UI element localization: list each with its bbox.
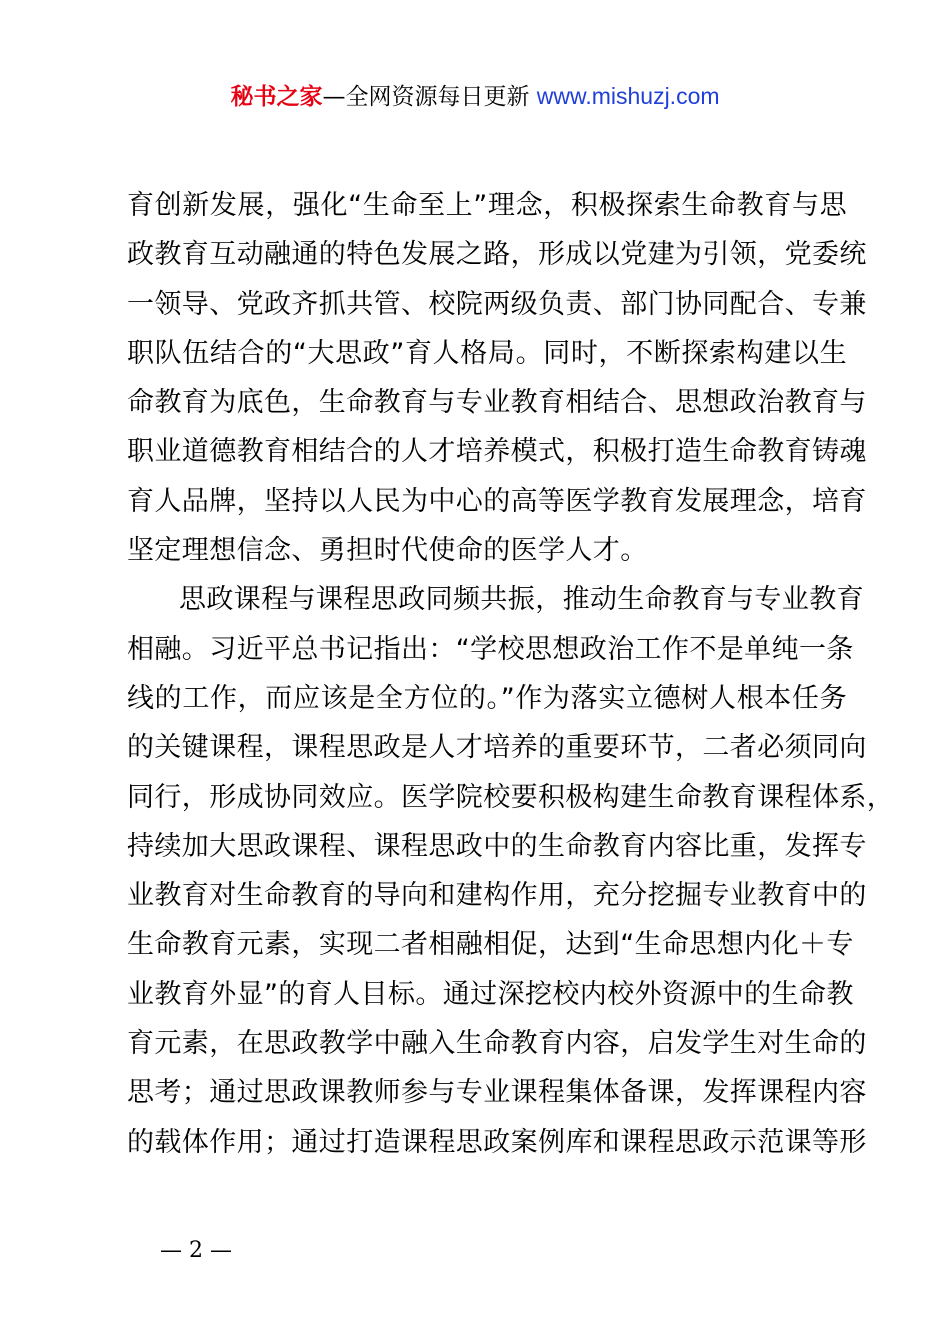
document-body [127, 181, 895, 1167]
text-line: 育元素，在思政教学中融入生命教育内容，启发学生对生命的 [127, 1028, 867, 1060]
site-header [0, 78, 950, 115]
brand-name: 秘书之家 [230, 84, 323, 110]
text-line: 政教育互动融通的特色发展之路，形成以党建为引领，党委统 [127, 239, 867, 271]
text-line: 育人品牌，坚持以人民为中心的高等医学教育发展理念，培育 [127, 485, 867, 517]
text-line: 相融。习近平总书记指出：“学校思想政治工作不是单纯一条 [127, 633, 854, 665]
paragraph-1 [127, 181, 867, 575]
text-line: 一领导、党政齐抓共管、校院两级负责、部门协同配合、专兼 [127, 288, 867, 320]
text-line: 育创新发展，强化“生命至上”理念，积极探索生命教育与思 [127, 190, 847, 221]
text-line: 生命教育元素，实现二者相融相促，达到“生命思想内化＋专 [127, 929, 854, 961]
text-line: 同行，形成协同效应。医学院校要积极构建生命教育课程体系， [127, 781, 895, 813]
page-number: — 2 — [160, 1238, 232, 1263]
text-line: 职队伍结合的“大思政”育人格局。同时，不断探索构建以生 [127, 337, 847, 369]
text-line: 坚定理想信念、勇担时代使命的医学人才。 [127, 535, 648, 567]
text-line: 持续加大思政课程、课程思政中的生命教育内容比重，发挥专 [127, 830, 867, 862]
text-line: 业教育对生命教育的导向和建构作用，充分挖掘专业教育中的 [127, 880, 867, 912]
text-line: 线的工作，而应该是全方位的。”作为落实立德树人根本任务 [127, 682, 847, 714]
site-url[interactable]: www.mishuzj.com [536, 83, 720, 109]
header-tagline: —全网资源每日更新 [322, 84, 530, 110]
paragraph-2 [127, 575, 895, 1167]
text-line: 思政课程与课程思政同频共振，推动生命教育与专业教育 [179, 584, 864, 616]
text-line: 业教育外显”的育人目标。通过深挖校内校外资源中的生命教 [127, 978, 854, 1010]
text-line: 职业道德教育相结合的人才培养模式，积极打造生命教育铸魂 [127, 436, 867, 468]
text-line: 的载体作用；通过打造课程思政案例库和课程思政示范课等形 [127, 1126, 867, 1158]
text-line: 思考；通过思政课教师参与专业课程集体备课，发挥课程内容 [127, 1077, 867, 1109]
text-line: 的关键课程，课程思政是人才培养的重要环节，二者必须同向 [127, 732, 867, 764]
text-line: 命教育为底色，生命教育与专业教育相结合、思想政治教育与 [127, 387, 867, 419]
